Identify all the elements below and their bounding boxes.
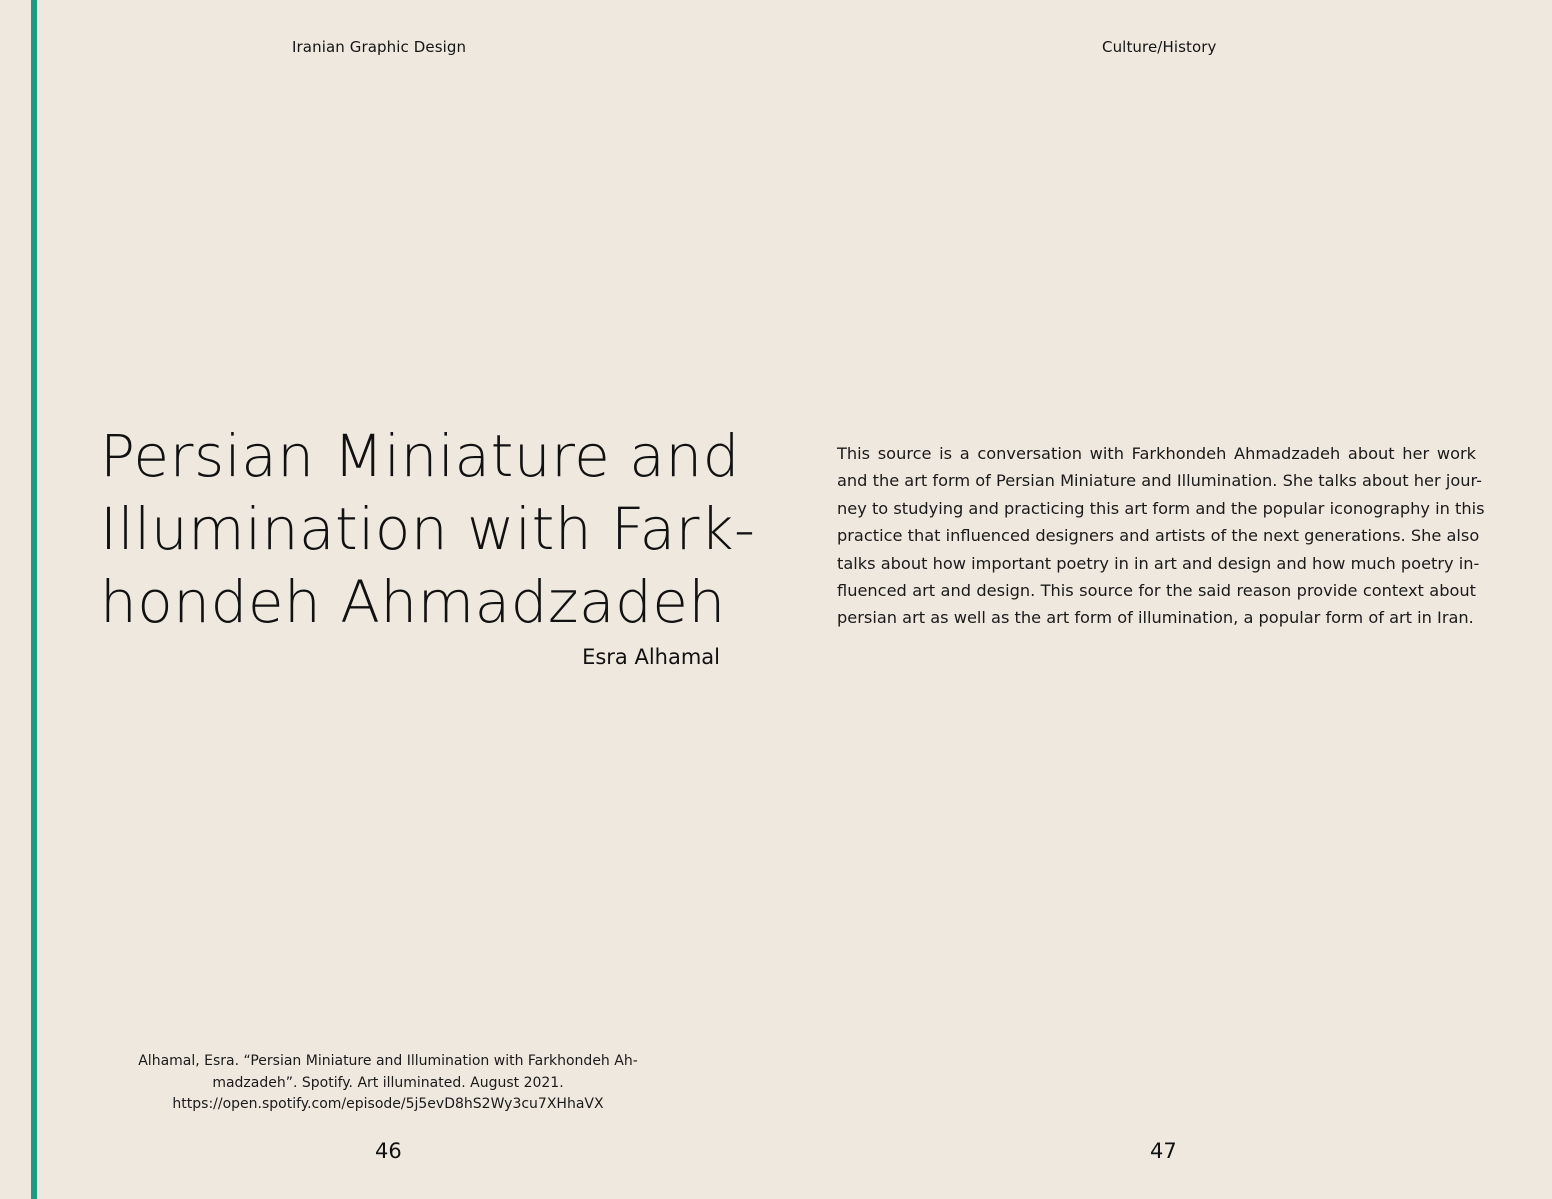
summary-paragraph bbox=[837, 440, 1485, 632]
title-line: Illumination with Fark- bbox=[100, 495, 756, 563]
summary-line: and the art form of Persian Miniature and Illumination. She talks about her jour- bbox=[837, 471, 1482, 491]
title-line: Persian Miniature and bbox=[100, 422, 740, 490]
summary-line: fluenced art and design. This source for the said reason provide context about bbox=[837, 581, 1476, 601]
page-number-left: 46 bbox=[375, 1139, 402, 1163]
summary-line: ney to studying and practicing this art form and the popular iconography in this bbox=[837, 498, 1485, 518]
citation-line: Alhamal, Esra. “Persian Miniature and Illumination with Farkhondeh Ah- bbox=[138, 1053, 638, 1069]
running-head-right: Culture/History bbox=[1102, 38, 1217, 56]
summary-line: practice that influenced designers and artists of the next generations. She also bbox=[837, 526, 1480, 546]
article-title bbox=[100, 420, 756, 639]
summary-line: talks about how important poetry in in art and design and how much poetry in- bbox=[837, 553, 1480, 573]
citation-url[interactable]: https://open.spotify.com/episode/5j5evD8hS2Wy3cu7XHhaVX bbox=[172, 1096, 604, 1112]
citation-line: madzadeh”. Spotify. Art illuminated. August 2021. bbox=[212, 1074, 564, 1091]
summary-line: This source is a conversation with Farkhondeh Ahmadzadeh about her work bbox=[837, 444, 1476, 463]
running-head-left: Iranian Graphic Design bbox=[292, 38, 467, 56]
citation bbox=[118, 1051, 658, 1116]
author-name: Esra Alhamal bbox=[582, 645, 720, 669]
page-number-right: 47 bbox=[1150, 1139, 1177, 1163]
title-line: hondeh Ahmadzadeh bbox=[100, 568, 726, 636]
summary-line: persian art as well as the art form of illumination, a popular form of art in Iran. bbox=[837, 608, 1474, 628]
title-block bbox=[100, 420, 756, 671]
accent-bar bbox=[31, 0, 37, 1199]
